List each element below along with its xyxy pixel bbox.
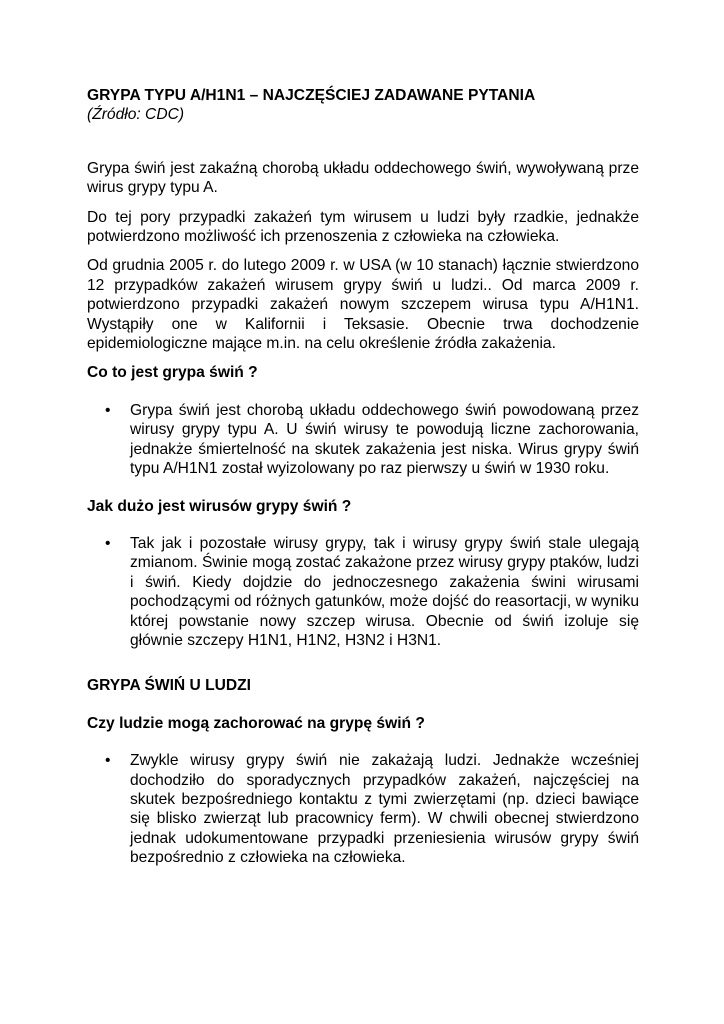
list-item	[87, 751, 639, 867]
question-heading-how-many: Jak dużo jest wirusów grypy świń ?	[87, 497, 352, 515]
list-item	[87, 401, 639, 479]
answer-text: Grypa świń jest chorobą układu oddechowego świń powodowaną przez wirusy grypy typu A. U świń wirusy te powodują liczne zachorowania, jednakże śmiertelność na skutek zakażenia jest niska. Wirus grypy świń typu A/H1N1 został wyizolowany po raz pierwszy u świń w 1930 roku.	[130, 401, 639, 478]
document-source: (Źródło: CDC)	[87, 106, 185, 124]
bullet-icon: •	[105, 401, 111, 419]
answer-list-what-is	[87, 401, 639, 479]
list-item	[87, 534, 639, 650]
question-heading-what-is: Co to jest grypa świń ?	[87, 364, 258, 382]
section-heading-humans: GRYPA ŚWIŃ U LUDZI	[87, 677, 252, 695]
document-title: GRYPA TYPU A/H1N1 – NAJCZĘŚCIEJ ZADAWANE PYTANIA	[87, 87, 536, 104]
intro-paragraph-2: Do tej pory przypadki zakażeń tym wirusem u ludzi były rzadkie, jednakże potwierdzono możliwość ich przenoszenia z człowieka na człowieka.	[87, 208, 639, 246]
answer-list-can-humans	[87, 751, 639, 867]
intro-paragraph-3: Od grudnia 2005 r. do lutego 2009 r. w USA (w 10 stanach) łącznie stwierdzono 12 przypadków zakażeń wirusem grypy świń u ludzi.. Od marca 2009 r. potwierdzono przypadki zakażeń nowym szczepem wirusa typu A/H1N1. Wystąpiły one w Kalifornii i Teksasie. Obecnie trwa dochodzenie epidemiologiczne mające m.in. na celu określenie źródła zakażenia.	[87, 257, 639, 353]
bullet-icon: •	[105, 752, 111, 770]
answer-list-how-many	[87, 534, 639, 650]
intro-paragraph-1: Grypa świń jest zakaźną chorobą układu oddechowego świń, wywoływaną prze wirus grypy typu A.	[87, 159, 639, 197]
document-page	[87, 86, 639, 886]
question-heading-can-humans: Czy ludzie mogą zachorować na grypę świń ?	[87, 714, 425, 732]
bullet-icon: •	[105, 534, 111, 552]
answer-text: Tak jak i pozostałe wirusy grypy, tak i wirusy grypy świń stale ulegają zmianom. Świnie mogą zostać zakażone przez wirusy grypy ptaków, ludzi i świń. Kiedy dojdzie do jednoczesnego zakażenia świni wirusami pochodzącymi od różnych gatunków, może dojść do reasortacji, w wyniku której powstanie nowy szczep wirusa. Obecnie od świń izoluje się głównie szczepy H1N1, H1N2, H3N2 i H3N1.	[130, 534, 639, 649]
answer-text: Zwykle wirusy grypy świń nie zakażają ludzi. Jednakże wcześniej dochodziło do sporadycznych przypadków zakażeń, najczęściej na skutek bezpośredniego kontaktu z tymi zwierzętami (np. dzieci bawiące się blisko zwierząt lub pracownicy ferm). W chwili obecnej stwierdzono jednak udokumentowane przypadki przeniesienia wirusów grypy świń bezpośrednio z człowieka na człowieka.	[130, 752, 639, 867]
